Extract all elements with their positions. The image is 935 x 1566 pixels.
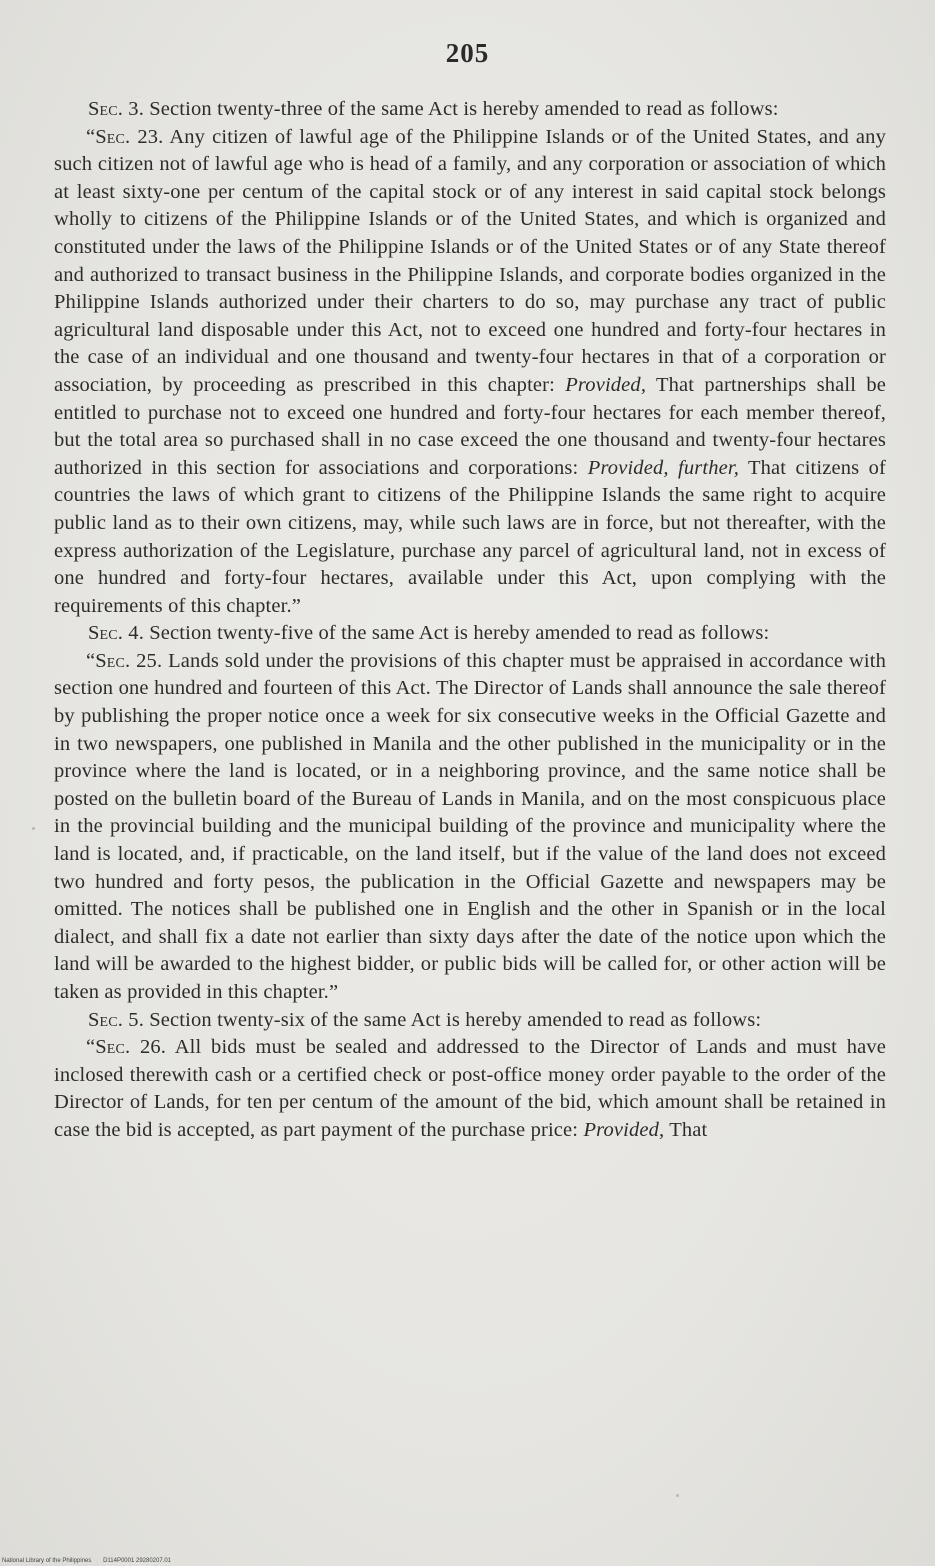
- paragraph-text: That: [669, 1118, 708, 1141]
- quote-mark: “: [86, 125, 96, 148]
- quote-mark: “: [86, 649, 96, 672]
- section-label: Sec. 25.: [95, 649, 163, 672]
- paragraph-sec-25: [54, 648, 886, 1007]
- paragraph-text: Section twenty-five of the same Act is hereby amended to read as follows:: [149, 622, 770, 645]
- section-label: Sec. 5.: [88, 1008, 144, 1031]
- paragraph-sec-26: [54, 1034, 886, 1144]
- scan-speck: [676, 1494, 679, 1497]
- paragraph-sec-4-intro: [54, 620, 886, 648]
- paragraph-sec-23: [54, 124, 886, 621]
- section-label: Sec. 26.: [95, 1036, 167, 1059]
- body-text: [54, 96, 886, 1145]
- scan-footer: [2, 1558, 181, 1564]
- paragraph-text: Any citizen of lawful age of the Philippine Islands or of the United States, and any such citizen not of lawful age who is head of a family, and any corporation or association of which at least sixty-one per centum of the capital stock or of any interest in said capital stock belongs wholly to citizens of the Philippine Islands or of the United States, and which is organized and constituted under the laws of the Philippine Islands or of the United States or of any State thereof and authorized to transact business in the Philippine Islands, and corporate bodies organized in the Philippine Islands authorized under their charters to do so, may purchase any tract of public agricultural land disposable under this Act, not to exceed one hundred and forty-four hectares in the case of an individual and one thousand and twenty-four hectares in that of a corporation or association, by proceeding as prescribed in this chapter:: [54, 125, 886, 396]
- paragraph-sec-3-intro: [54, 96, 886, 124]
- library-credit: National Library of the Philippines: [2, 1558, 92, 1564]
- paragraph-text: That citizens of countries the laws of which grant to citizens of the Philippine Islands the same right to acquire public land as to their own citizens, may, while such laws are in force, but not thereafter, with the express authorization of the Legislature, purchase any parcel of agricultural land, not in excess of one hundred and forty-four hectares, available under this Act, upon complying with the requirements of this chapter.”: [54, 456, 887, 617]
- paragraph-text: All bids must be sealed and addressed to the Director of Lands and must have inclosed therewith cash or a certified check or post-office money order payable to the order of the Director of Lands, for ten per centum of the amount of the bid, which amount shall be retained in case the bid is accepted, as part payment of the purchase price:: [54, 1036, 887, 1141]
- section-label: Sec. 4.: [88, 622, 144, 645]
- paragraph-text: Section twenty-six of the same Act is hereby amended to read as follows:: [149, 1008, 762, 1031]
- quote-mark: “: [86, 1036, 96, 1059]
- section-label: Sec. 23.: [95, 125, 164, 148]
- provided-clause: Provided,: [583, 1118, 665, 1141]
- provided-clause: Provided,: [565, 373, 647, 396]
- paragraph-sec-5-intro: [54, 1007, 886, 1035]
- paragraph-text: Lands sold under the provisions of this chapter must be appraised in accordance with section one hundred and fourteen of this Act. The Director of Lands shall announce the sale thereof by publishing the proper notice once a week for six consecutive weeks in the Official Gazette and in two newspapers, one published in Manila and the other published in the municipality or in the province where the land is located, or in a neighboring province, and the same notice shall be posted on the bulletin board of the Bureau of Lands in Manila, and on the most conspicuous place in the provincial building and the municipal building of the province and municipality where the land is located, and, if practicable, on the land itself, but if the value of the land does not exceed two hundred and forty pesos, the publication in the Official Gazette and newspapers may be omitted. The notices shall be published one in English and the other in Spanish or in the local dialect, and shall fix a date not earlier than sixty days after the date of the notice upon which the land will be awarded to the highest bidder, or public bids will be called for, or other action will be taken as provided in this chapter.”: [54, 649, 886, 1003]
- scan-speck: [32, 827, 35, 830]
- provided-further-clause: Provided, further,: [587, 456, 739, 479]
- scan-code: D114P0001 29280207.01: [103, 1558, 172, 1564]
- paragraph-text: That partnerships shall be entitled to purchase not to exceed one hundred and forty-four hectares for each member thereof, but the total area so purchased shall in no case exceed the one thousand and twenty-four hectares authorized in this section for associations and corporations:: [54, 373, 886, 479]
- section-label: Sec. 3.: [88, 98, 144, 120]
- paragraph-text: Section twenty-three of the same Act is hereby amended to read as follows:: [149, 98, 779, 120]
- page-number: 205: [445, 38, 490, 68]
